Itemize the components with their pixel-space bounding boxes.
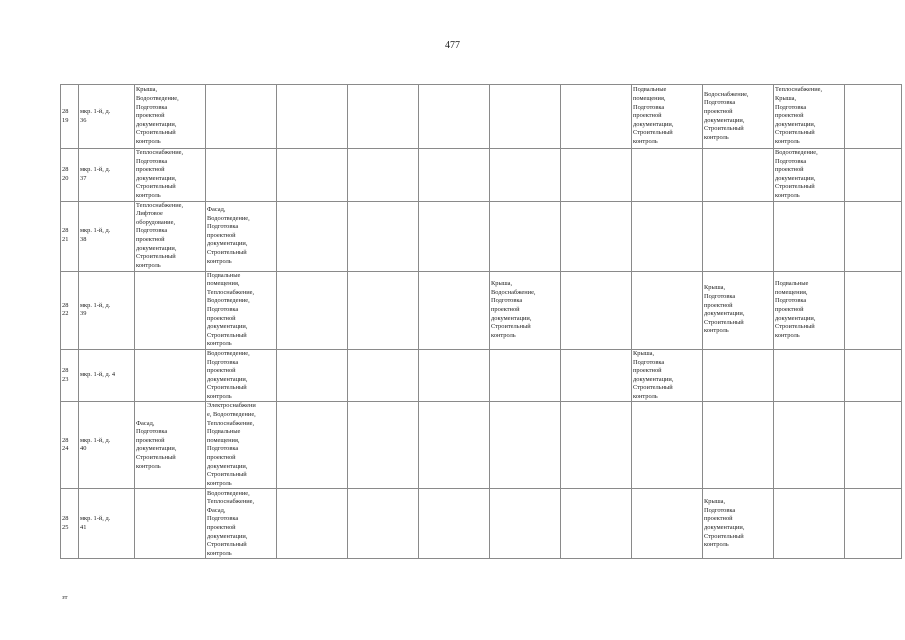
work-cell: Крыша, Подготовка проектной документации, Строительный контроль [632,349,703,402]
address-cell: мкр. 1-й, д. 41 [79,489,135,559]
work-cell: Электроснабжени е, Водоотведение, Теплоснабжение, Подвальные помещения, Подготовка проектной документации, Строительный контроль [206,402,277,489]
work-cell [774,402,845,489]
work-cell [703,349,774,402]
work-cell: Крыша, Подготовка проектной документации, Строительный контроль [703,271,774,349]
row-number: 28 21 [61,201,79,271]
work-cell [845,489,902,559]
work-cell [703,149,774,202]
work-cell [277,402,348,489]
work-cell [632,271,703,349]
work-cell [845,402,902,489]
table-row [61,489,902,559]
work-cell [703,201,774,271]
row-number: 28 20 [61,149,79,202]
work-cell: Крыша, Водоснабжение, Подготовка проектной документации, Строительный контроль [490,271,561,349]
work-cell [135,349,206,402]
row-number: 28 19 [61,85,79,149]
work-cell [419,402,490,489]
work-cell [561,402,632,489]
address-cell: мкр. 1-й, д. 40 [79,402,135,489]
work-cell [845,271,902,349]
work-schedule-table [60,84,902,559]
work-cell [206,149,277,202]
work-cell [490,201,561,271]
work-cell [135,489,206,559]
work-cell [277,201,348,271]
work-cell [277,271,348,349]
work-cell [348,349,419,402]
work-cell [277,85,348,149]
work-cell [632,402,703,489]
table-row [61,349,902,402]
row-number: 28 23 [61,349,79,402]
work-cell [561,489,632,559]
footer-mark: зт [62,594,68,601]
page-number: 477 [445,40,460,51]
work-cell [561,149,632,202]
work-cell [348,201,419,271]
work-cell [348,489,419,559]
work-cell [561,349,632,402]
work-cell: Подвальные помещения, Теплоснабжение, Водоотведение, Подготовка проектной документации, Строительный контроль [206,271,277,349]
address-cell: мкр. 1-й, д. 37 [79,149,135,202]
work-cell [490,349,561,402]
work-cell [632,489,703,559]
address-cell: мкр. 1-й, д. 38 [79,201,135,271]
work-cell [561,85,632,149]
work-cell [419,349,490,402]
table-row [61,402,902,489]
work-cell [277,489,348,559]
work-cell [561,201,632,271]
work-cell: Водоотведение, Подготовка проектной документации, Строительный контроль [206,349,277,402]
work-cell [206,85,277,149]
work-cell: Водоотведение, Теплоснабжение, Фасад, Подготовка проектной документации, Строительный контроль [206,489,277,559]
row-number: 28 25 [61,489,79,559]
work-cell: Теплоснабжение, Крыша, Подготовка проектной документации, Строительный контроль [774,85,845,149]
work-cell [845,149,902,202]
work-cell [845,349,902,402]
table-row [61,149,902,202]
work-cell [135,271,206,349]
work-cell: Подвальные помещения, Подготовка проектной документации, Строительный контроль [774,271,845,349]
address-cell: мкр. 1-й, д. 39 [79,271,135,349]
work-cell [490,489,561,559]
work-cell [774,349,845,402]
work-cell: Водоснабжение, Подготовка проектной документации, Строительный контроль [703,85,774,149]
work-cell [277,349,348,402]
table-row [61,85,902,149]
work-cell: Фасад, Водоотведение, Подготовка проектной документации, Строительный контроль [206,201,277,271]
work-cell: Крыша, Подготовка проектной документации, Строительный контроль [703,489,774,559]
row-number: 28 24 [61,402,79,489]
work-cell: Теплоснабжение, Лифтовое оборудование, Подготовка проектной документации, Строительный контроль [135,201,206,271]
work-cell: Крыша, Водоотведение, Подготовка проектной документации, Строительный контроль [135,85,206,149]
work-cell [419,271,490,349]
work-cell [348,85,419,149]
work-cell [419,489,490,559]
work-cell [348,271,419,349]
work-cell [419,149,490,202]
work-cell [774,489,845,559]
table-row [61,201,902,271]
work-cell [561,271,632,349]
work-cell [845,85,902,149]
work-cell: Теплоснабжение, Подготовка проектной документации, Строительный контроль [135,149,206,202]
address-cell: мкр. 1-й, д. 4 [79,349,135,402]
work-cell [348,149,419,202]
work-cell [632,201,703,271]
work-cell [348,402,419,489]
work-cell [419,201,490,271]
work-cell [490,85,561,149]
work-cell: Водоотведение, Подготовка проектной документации, Строительный контроль [774,149,845,202]
work-cell [774,201,845,271]
work-cell [703,402,774,489]
work-cell [490,149,561,202]
address-cell: мкр. 1-й, д. 36 [79,85,135,149]
work-cell [490,402,561,489]
work-cell [419,85,490,149]
table-row [61,271,902,349]
work-cell [845,201,902,271]
work-cell: Фасад, Подготовка проектной документации, Строительный контроль [135,402,206,489]
row-number: 28 22 [61,271,79,349]
work-cell [632,149,703,202]
work-cell: Подвальные помещения, Подготовка проектной документации, Строительный контроль [632,85,703,149]
work-cell [277,149,348,202]
